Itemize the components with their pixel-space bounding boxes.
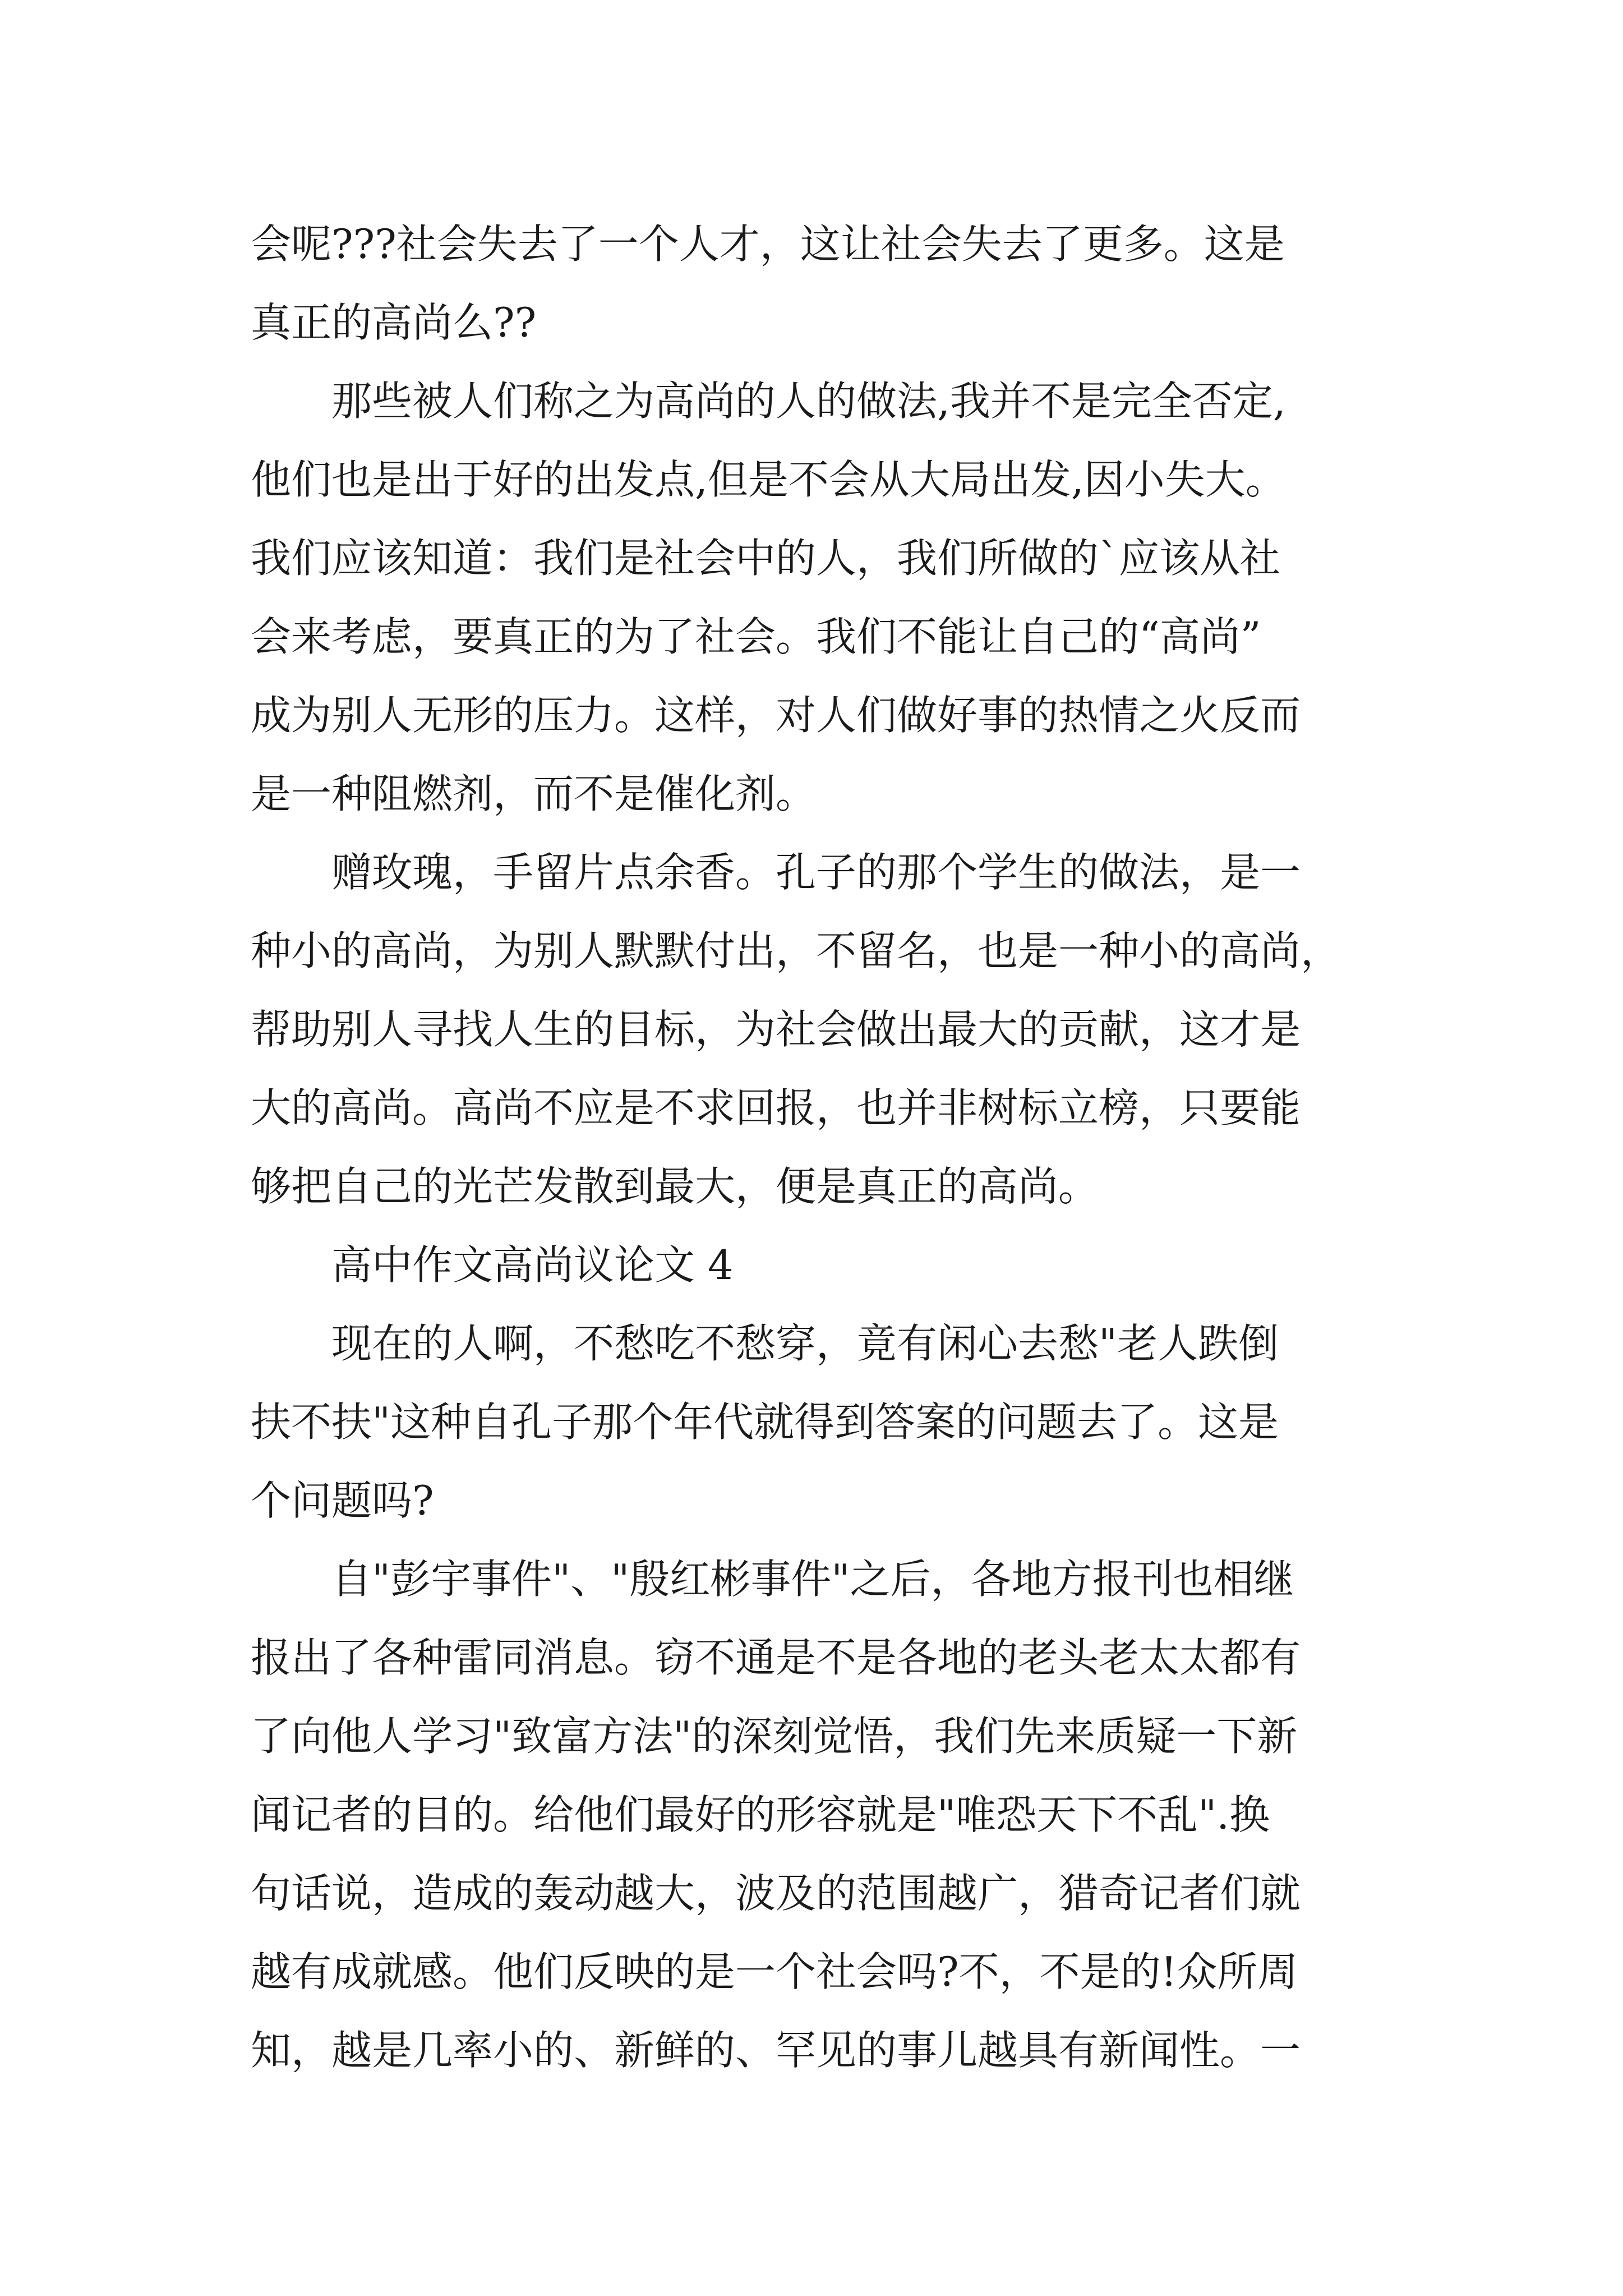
text-line: 句话说，造成的轰动越大，波及的范围越广，猎奇记者们就 [251,1870,1301,1917]
section-heading: 高中作文高尚议论文 4 [251,1241,734,1289]
text-line: 闻记者的目的。给他们最好的形容就是"唯恐天下不乱".换 [251,1791,1270,1838]
text-line: 会来考虑，要真正的为了社会。我们不能让自己的“高尚” [251,613,1261,660]
text-line: 成为别人无形的压力。这样，对人们做好事的热情之火反而 [251,692,1301,739]
text-line: 会呢???社会失去了一个人才，这让社会失去了更多。这是 [251,220,1285,268]
text-line: 了向他人学习"致富方法"的深刻觉悟，我们先来质疑一下新 [251,1713,1298,1760]
text-line: 帮助别人寻找人生的目标，为社会做出最大的贡献，这才是 [251,1006,1301,1053]
text-line: 越有成就感。他们反映的是一个社会吗?不，不是的!众所周 [251,1948,1298,1995]
document-body [251,205,1428,2090]
text-line: 我们应该知道：我们是社会中的人，我们所做的`应该从社 [251,535,1281,582]
text-line: 报出了各种雷同消息。窃不通是不是各地的老头老太太都有 [251,1634,1301,1681]
text-line: 够把自己的光芒发散到最大，便是真正的高尚。 [251,1163,1099,1210]
text-line: 真正的高尚么?? [251,299,537,346]
text-line: 种小的高尚，为别人默默付出，不留名，也是一种小的高尚， [251,927,1341,974]
text-line: 自"彭宇事件"、"殷红彬事件"之后，各地方报刊也相继 [251,1556,1294,1603]
text-line: 是一种阻燃剂，而不是催化剂。 [251,770,817,817]
text-line: 现在的人啊，不愁吃不愁穿，竟有闲心去愁"老人跌倒 [251,1320,1279,1367]
text-line: 那些被人们称之为高尚的人的做法,我并不是完全否定, [251,378,1286,425]
text-line: 他们也是出于好的出发点,但是不会从大局出发,因小失大。 [251,456,1286,503]
text-line: 大的高尚。高尚不应是不求回报，也并非树标立榜，只要能 [251,1084,1301,1131]
text-line: 知，越是几率小的、新鲜的、罕见的事儿越具有新闻性。一 [251,2027,1301,2074]
text-line: 扶不扶"这种自孔子那个年代就得到答案的问题去了。这是 [251,1398,1279,1446]
text-line: 个问题吗? [251,1477,434,1524]
text-line: 赠玫瑰，手留片点余香。孔子的那个学生的做法，是一 [251,849,1301,896]
